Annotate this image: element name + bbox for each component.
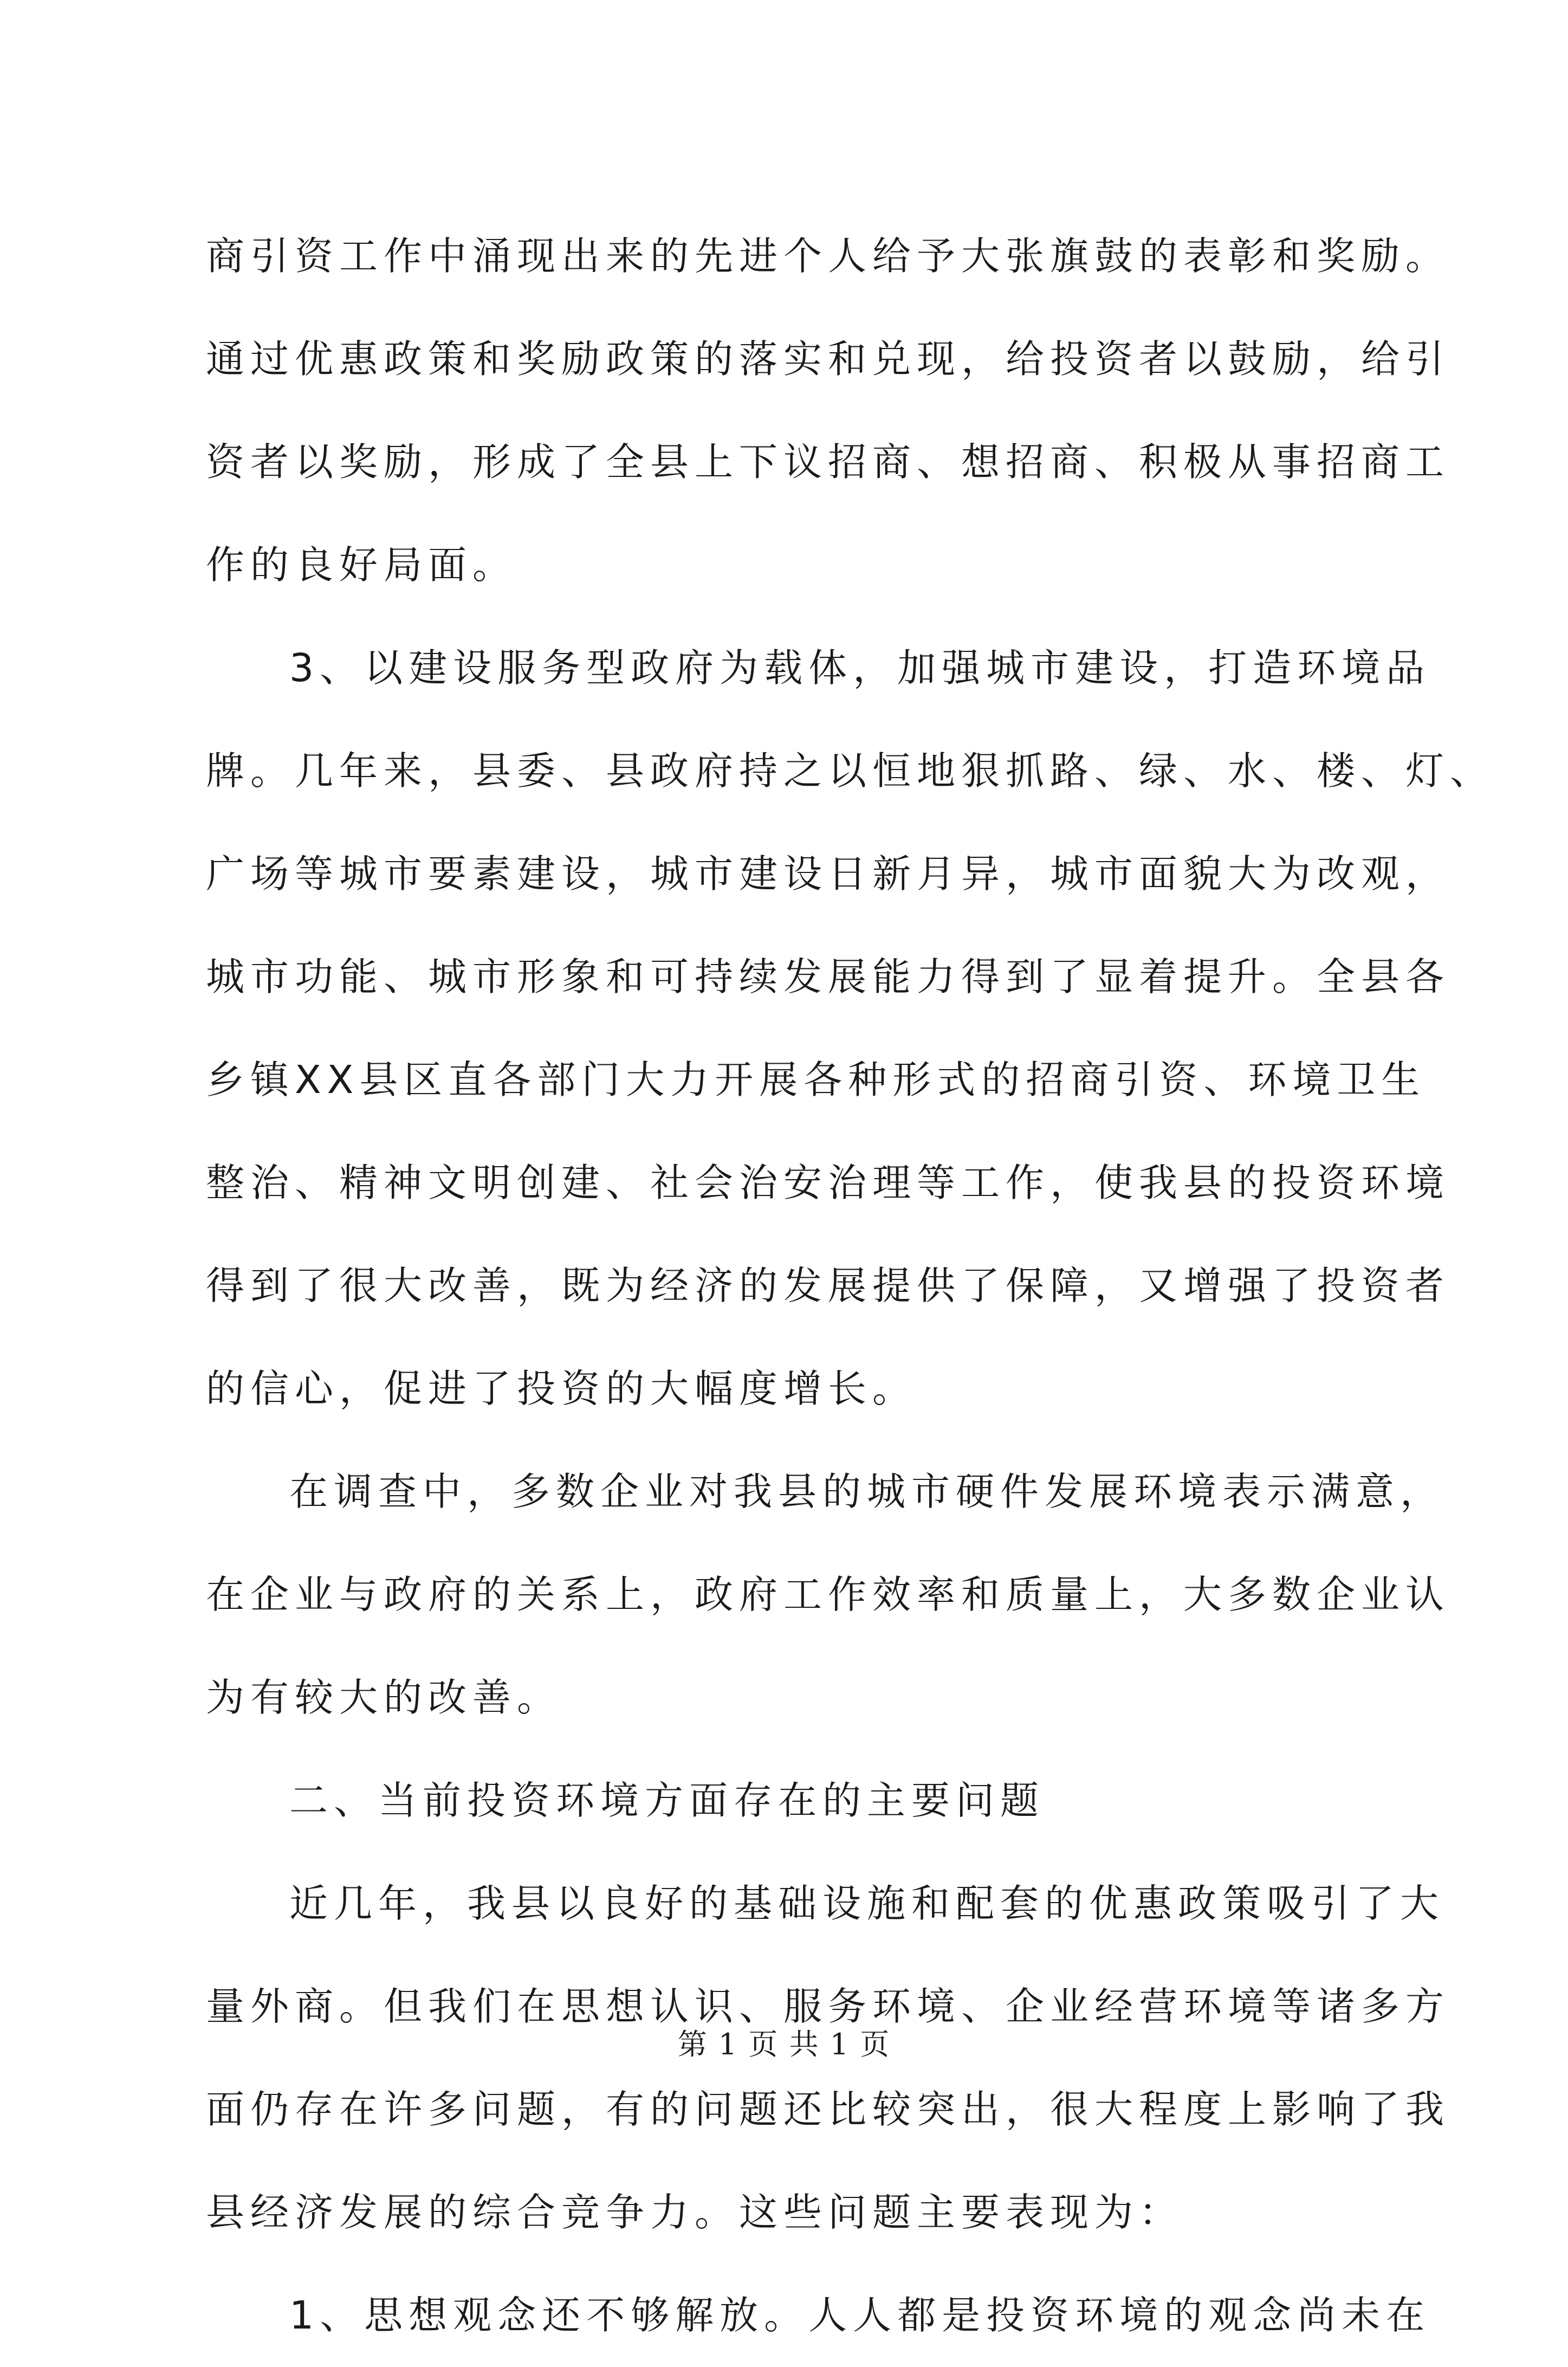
paragraph-start-line: 在调查中，多数企业对我县的城市硬件发展环境表示满意， <box>289 1469 1445 1514</box>
text-line: 为有较大的改善。 <box>206 1675 562 1720</box>
text-line: 得到了很大改善，既为经济的发展提供了保障，又增强了投资者 <box>206 1263 1450 1308</box>
text-line: 广场等城市要素建设，城市建设日新月异，城市面貌大为改观， <box>206 851 1450 896</box>
text-line: 商引资工作中涌现出来的先进个人给予大张旗鼓的表彰和奖励。 <box>206 234 1450 279</box>
text-line: 通过优惠政策和奖励政策的落实和兑现，给投资者以鼓励，给引 <box>206 337 1450 381</box>
text-line: 乡镇XX县区直各部门大力开展各种形式的招商引资、环境卫生 <box>206 1057 1426 1102</box>
text-line: 牌。几年来，县委、县政府持之以恒地狠抓路、绿、水、楼、灯、 <box>206 748 1495 793</box>
section-heading: 二、当前投资环境方面存在的主要问题 <box>289 1778 1045 1823</box>
text-line: 在企业与政府的关系上，政府工作效率和质量上，大多数企业认 <box>206 1572 1450 1617</box>
paragraph-start-line: 3、以建设服务型政府为载体，加强城市建设，打造环境品 <box>289 645 1431 690</box>
text-line: 量外商。但我们在思想认识、服务环境、企业经营环境等诸多方 <box>206 1984 1450 2029</box>
paragraph-start-line: 1、思想观念还不够解放。人人都是投资环境的观念尚未在 <box>289 2293 1431 2338</box>
text-line: 整治、精神文明创建、社会治安治理等工作，使我县的投资环境 <box>206 1160 1450 1205</box>
text-line: 的信心，促进了投资的大幅度增长。 <box>206 1366 917 1411</box>
text-line: 资者以奖励，形成了全县上下议招商、想招商、积极从事招商工 <box>206 439 1450 484</box>
text-line: 作的良好局面。 <box>206 542 517 587</box>
text-line: 城市功能、城市形象和可持续发展能力得到了显着提升。全县各 <box>206 954 1450 999</box>
text-line: 面仍存在许多问题，有的问题还比较突出，很大程度上影响了我 <box>206 2087 1450 2132</box>
text-line: 县经济发展的综合竞争力。这些问题主要表现为： <box>206 2190 1184 2235</box>
paragraph-start-line: 近几年，我县以良好的基础设施和配套的优惠政策吸引了大 <box>289 1881 1445 1926</box>
page-footer: 第 1 页 共 1 页 <box>677 2027 891 2061</box>
